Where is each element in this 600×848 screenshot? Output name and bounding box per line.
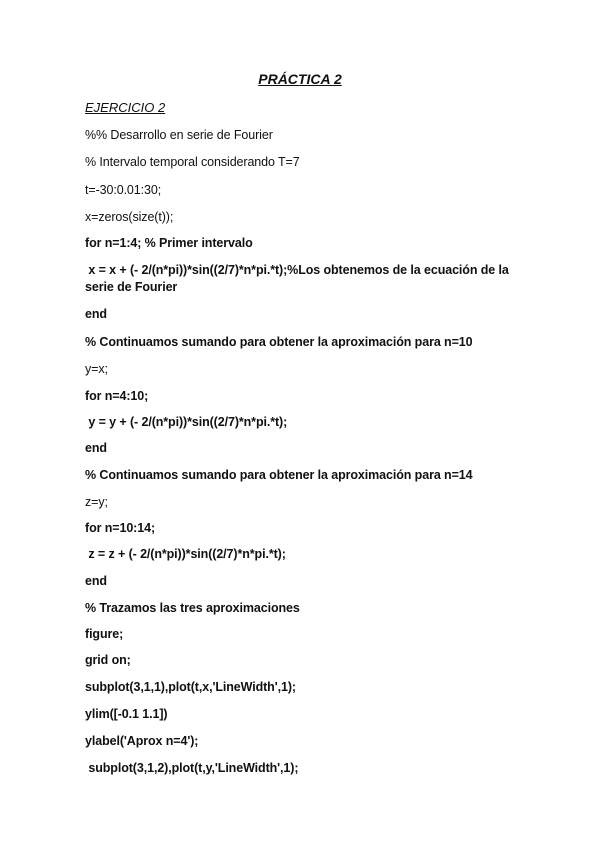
code-line: end bbox=[85, 574, 107, 588]
code-line: end bbox=[85, 307, 107, 321]
code-line: x=zeros(size(t)); bbox=[85, 210, 174, 224]
code-line: subplot(3,1,1),plot(t,x,'LineWidth',1); bbox=[85, 680, 296, 694]
code-line: ylabel('Aprox n=4'); bbox=[85, 734, 199, 748]
code-line: figure; bbox=[85, 627, 124, 641]
code-line: z = z + (- 2/(n*pi))*sin((2/7)*n*pi.*t); bbox=[85, 547, 286, 561]
code-line: t=-30:0.01:30; bbox=[85, 183, 162, 197]
code-line: end bbox=[85, 441, 107, 455]
code-line: % Intervalo temporal considerando T=7 bbox=[85, 155, 300, 169]
code-line: for n=4:10; bbox=[85, 389, 149, 403]
code-line: grid on; bbox=[85, 653, 131, 667]
code-line: %% Desarrollo en serie de Fourier bbox=[85, 128, 273, 142]
code-line: y = y + (- 2/(n*pi))*sin((2/7)*n*pi.*t); bbox=[85, 415, 288, 429]
code-line: subplot(3,1,2),plot(t,y,'LineWidth',1); bbox=[85, 761, 299, 775]
code-line: % Trazamos las tres aproximaciones bbox=[85, 601, 300, 615]
code-line: for n=1:4; % Primer intervalo bbox=[85, 236, 253, 250]
code-line: ylim([-0.1 1.1]) bbox=[85, 707, 168, 721]
code-line: y=x; bbox=[85, 362, 108, 376]
code-line: for n=10:14; bbox=[85, 521, 156, 535]
code-line: % Continuamos sumando para obtener la aproximación para n=10 bbox=[85, 335, 473, 349]
code-line: z=y; bbox=[85, 495, 108, 509]
code-line: % Continuamos sumando para obtener la aproximación para n=14 bbox=[85, 468, 473, 482]
page-title: PRÁCTICA 2 bbox=[258, 71, 342, 87]
code-line: x = x + (- 2/(n*pi))*sin((2/7)*n*pi.*t);%Los obtenemos de la ecuación de la serie de Fourier bbox=[85, 263, 513, 294]
section-heading: EJERCICIO 2 bbox=[85, 100, 166, 115]
